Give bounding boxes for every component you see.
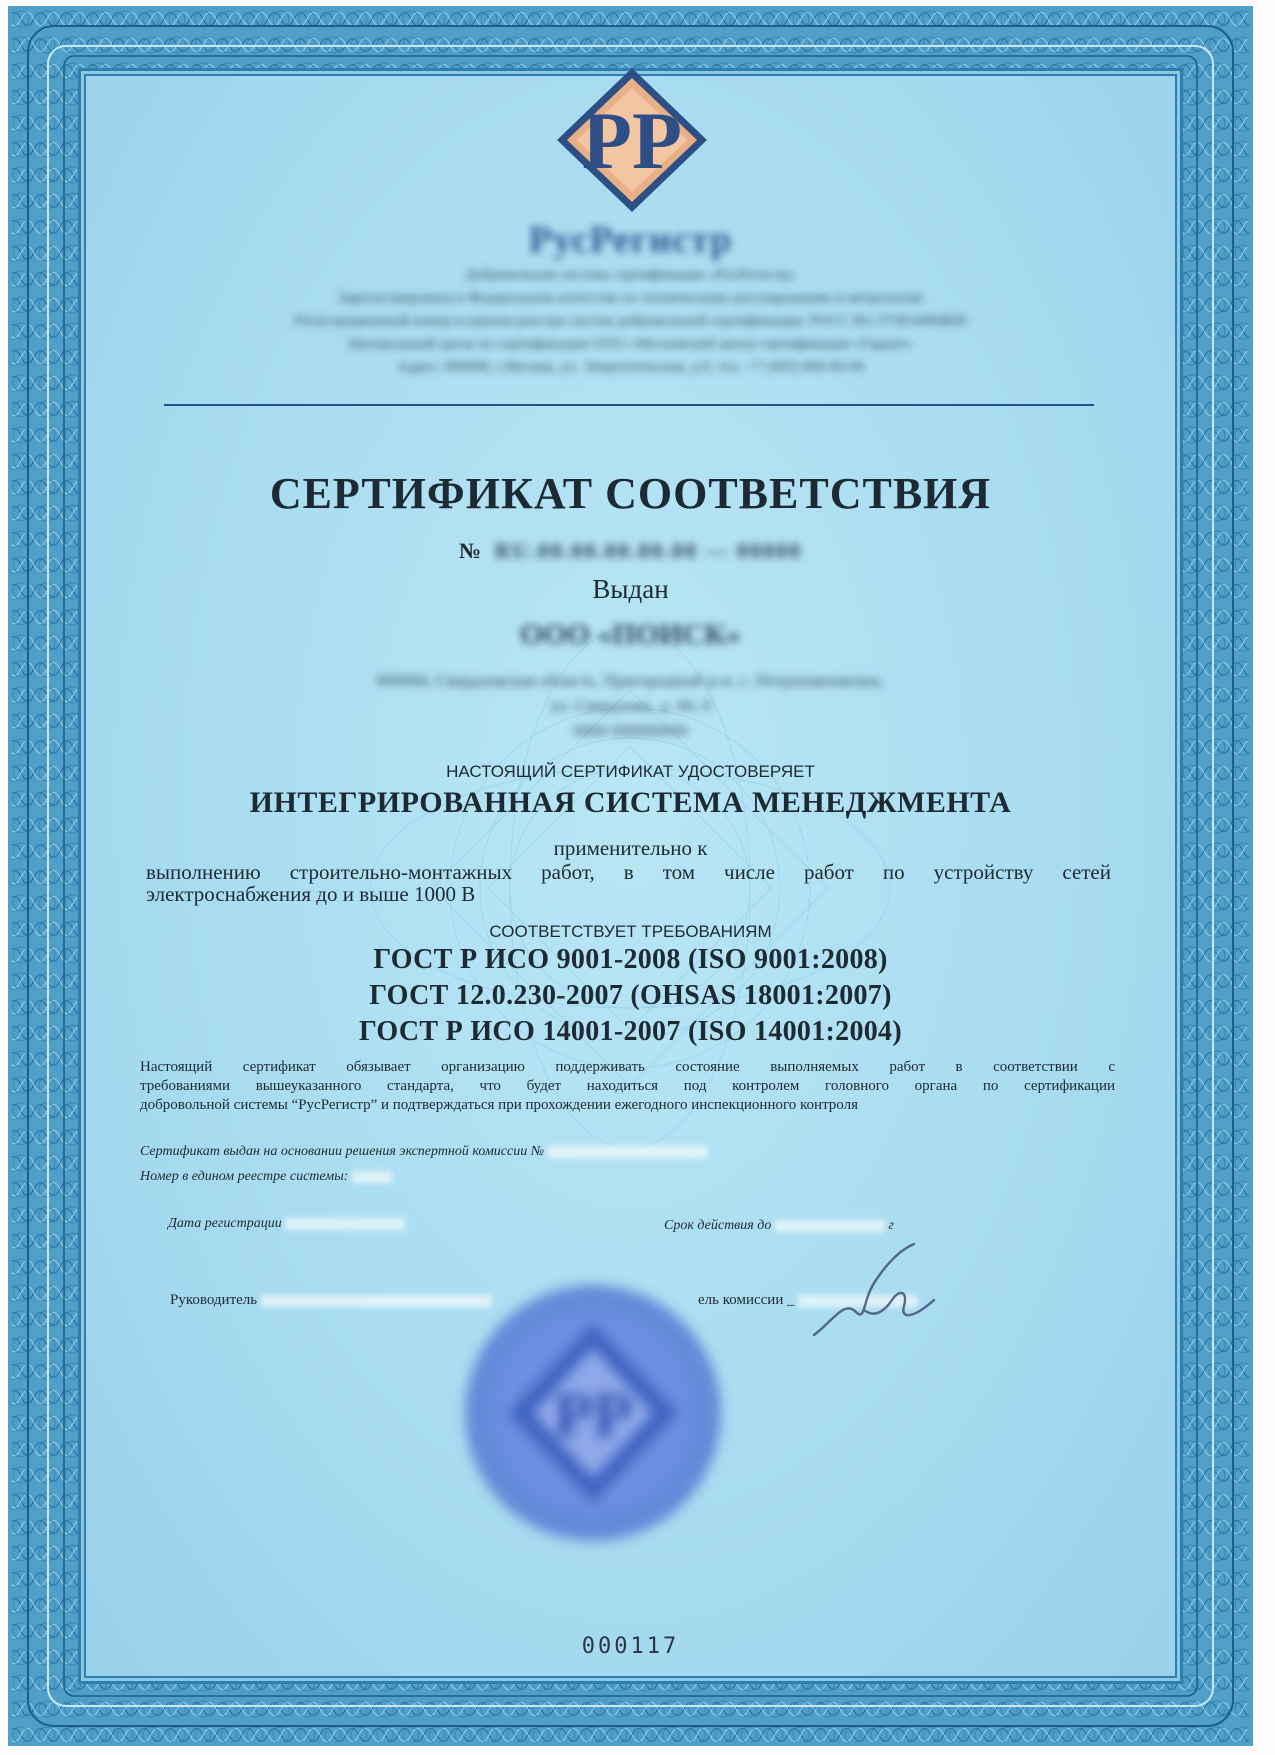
certifies-label: НАСТОЯЩИЙ СЕРТИФИКАТ УДОСТОВЕРЯЕТ [446, 762, 815, 781]
issuer-line: Адрес: 000000, г.Москва, ул. Энергетическая, д.0, тел. +7 (495) 000-00-00 [396, 359, 865, 375]
logo-wordmark: РусРегистр [528, 219, 733, 261]
holder-name: ООО «ПОИСК» [520, 618, 741, 651]
issuer-line: Добровольная система сертификации «РусРегистр» [465, 267, 796, 283]
holder-address [208, 668, 1053, 743]
standard-line: ГОСТ Р ИСО 14001-2007 (ISO 14001:2004) [359, 1016, 902, 1047]
obligation-line: Настоящий сертификат обязывает организацию поддерживать состояние выполняемых работ в соответствии с [140, 1059, 1115, 1075]
redacted-field [775, 1220, 885, 1232]
redacted-field [261, 1295, 491, 1307]
scope-line: электроснабжения до и выше 1000 В [146, 882, 476, 906]
certificate-field [78, 68, 1183, 1684]
registration-date [168, 1216, 405, 1232]
valid-until-suffix: г [888, 1218, 894, 1233]
header-divider [164, 404, 1094, 406]
valid-until [664, 1218, 894, 1234]
certificate-number [78, 538, 1183, 564]
basis-label: Сертификат выдан на основании решения экспертной комиссии № [140, 1144, 544, 1159]
handwritten-signature [804, 1240, 944, 1350]
issuer-line: Зарегистрирована в Федеральном агентстве по техническому регулированию и метрологии [338, 290, 923, 306]
scope-line: выполнению строительно-монтажных работ, в том числе работ по устройству сетей [146, 860, 1111, 884]
issuer-details [128, 264, 1133, 379]
address-line: 000000, Свердловская область, Пригородный р-н, с. Петропавловское, [376, 671, 885, 690]
applicable-label: применительно к [553, 836, 708, 860]
number-value: RU.00.00.00.00.00 — 00000 [494, 538, 802, 563]
official-stamp [458, 1278, 728, 1548]
redacted-field [352, 1171, 392, 1183]
system-name: ИНТЕГРИРОВАННАЯ СИСТЕМА МЕНЕДЖМЕНТА [249, 786, 1012, 819]
head-signature-line [170, 1292, 491, 1309]
redacted-field [547, 1146, 707, 1158]
registry-label: Номер в едином реестре системы: [140, 1169, 349, 1184]
reg-date-label: Дата регистрации [168, 1216, 282, 1231]
conforms-label: СООТВЕТСТВУЕТ ТРЕБОВАНИЯМ [489, 922, 772, 941]
svg-text:РР: РР [581, 95, 683, 186]
scope-text [146, 861, 1111, 905]
standard-line: ГОСТ 12.0.230-2007 (OHSAS 18001:2007) [369, 980, 892, 1011]
commission-basis [140, 1144, 707, 1160]
head-label: Руководитель [170, 1292, 258, 1308]
issuer-line: Центральный орган по сертификации ООО «Московский центр сертификации «Гарант» [348, 336, 913, 352]
svg-text:РР: РР [553, 1379, 633, 1450]
redacted-field [285, 1218, 405, 1230]
standard-line: ГОСТ Р ИСО 9001-2008 (ISO 9001:2008) [373, 944, 888, 975]
rusregistr-logo [553, 66, 711, 214]
commission-label: ель комиссии _ [698, 1292, 795, 1308]
issuer-line: Регистрационный номер в едином реестре систем добровольной сертификации: РОСС RU.3738.04ФЖ00 [294, 313, 967, 329]
registry-number [140, 1169, 392, 1185]
number-sign: № [459, 538, 482, 563]
issued-label: Выдан [592, 574, 669, 604]
obligation-line: добровольной системы “РусРегистр” и подтверждаться при прохождении ежегодного инспекционного контроля [140, 1097, 858, 1113]
valid-until-label: Срок действия до [664, 1218, 772, 1233]
obligation-line: требованиями вышеуказанного стандарта, что будет находиться под контролем головного органа по сертификации [140, 1078, 1115, 1094]
obligation-text [140, 1058, 1115, 1115]
serial-number: 000117 [581, 1634, 680, 1659]
address-line: ул. Свердлова, д. 00, 0 [550, 696, 711, 715]
certificate-sheet [8, 6, 1253, 1746]
address-line: 0000 000000000 [573, 721, 688, 740]
certificate-title: СЕРТИФИКАТ СООТВЕТСТВИЯ [269, 469, 992, 518]
